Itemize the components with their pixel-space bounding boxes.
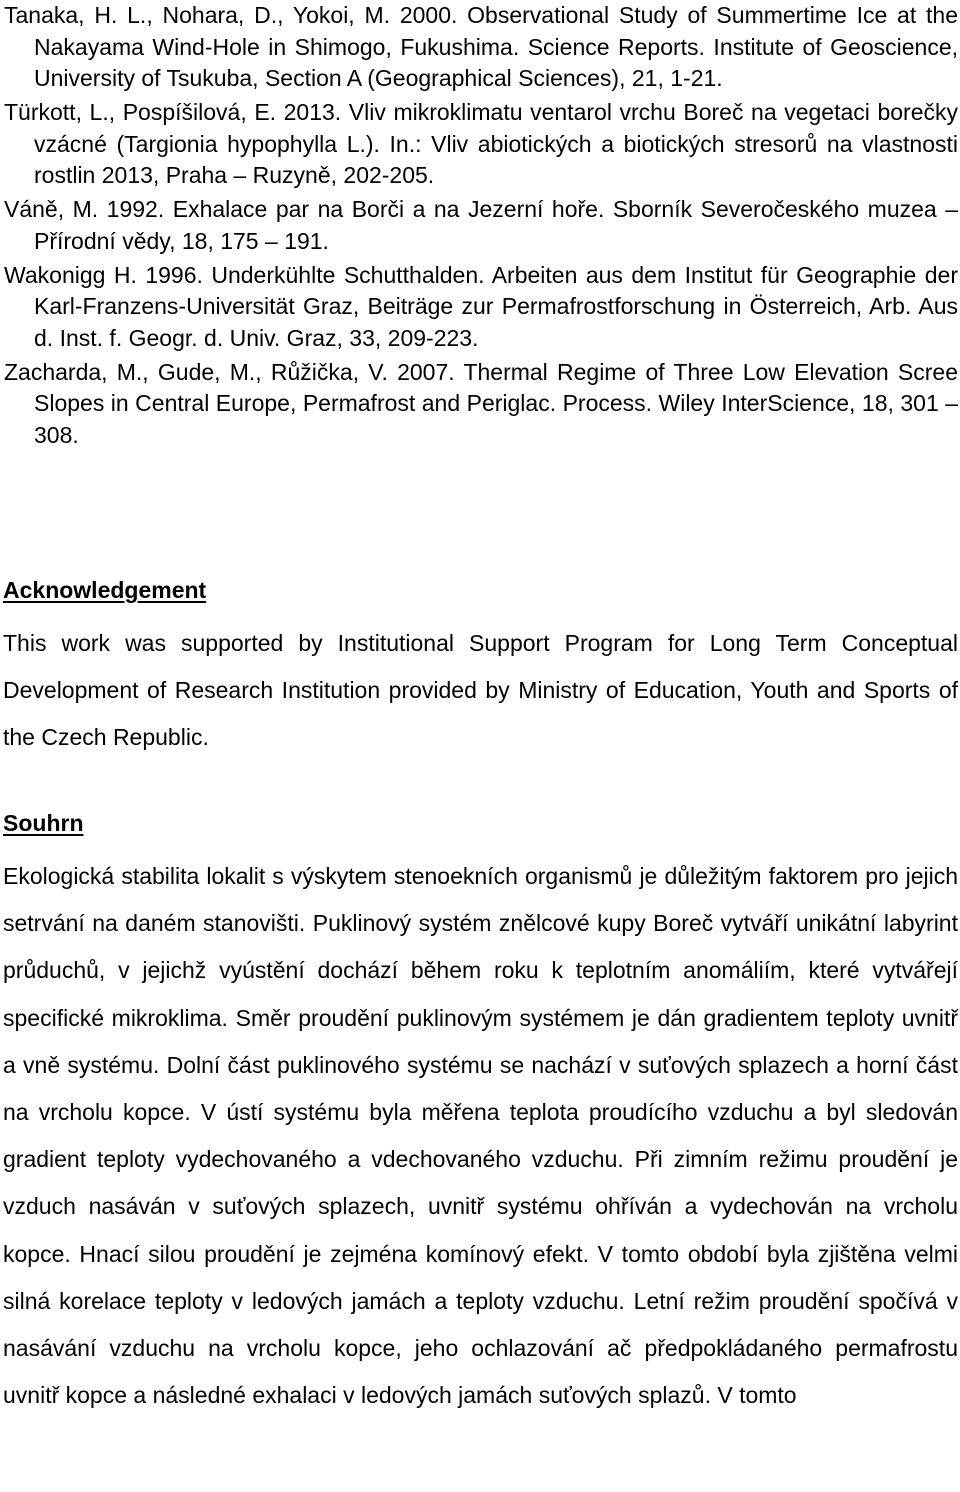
acknowledgement-heading: Acknowledgement	[3, 577, 207, 603]
reference-entry: Váně, M. 1992. Exhalace par na Borči a na Jezerní hoře. Sborník Severočeského muzea – Přírodní vědy, 18, 175 – 191.	[4, 196, 958, 254]
souhrn-text: Ekologická stabilita lokalit s výskytem stenoekních organismů je důležitým faktorem pro jejich setrvání na daném stanovišti. Puklinový systém znělcové kupy Boreč vytváří unikátní labyrint průduchů, v jejichž vyústění dochází během roku k teplotním anomáliím, které vytvářejí specifické mikroklima. Směr proudění puklinovým systémem je dán gradientem teploty uvnitř a vně systému. Dolní část puklinového systému se nachází v suťových splazech a horní část na vrcholu kopce. V ústí systému byla měřena teplota proudícího vzduchu a byl sledován gradient teploty vydechovaného a vdechovaného vzduchu. Při zimním režimu proudění je vzduch nasáván v suťových splazech, uvnitř systému ohříván a vydechován na vrcholu kopce. Hnací silou proudění je zejména komínový efekt. V tomto období byla zjištěna velmi silná korelace teploty v ledových jamách a teploty vzduchu. Letní režim proudění spočívá v nasávání vzduchu na vrcholu kopce, jeho ochlazování ač předpokládaného permafrostu uvnitř kopce a následné exhalaci v ledových jamách suťových splazů. V tomto	[3, 863, 958, 1409]
reference-entry: Wakonigg H. 1996. Underkühlte Schutthalden. Arbeiten aus dem Institut für Geographie der Karl-Franzens-Universität Graz, Beiträge zur Permafrostforschung in Österreich, Arb. Aus d. Inst. f. Geogr. d. Univ. Graz, 33, 209-223.	[4, 261, 958, 351]
reference-entry: Türkott, L., Pospíšilová, E. 2013. Vliv mikroklimatu ventarol vrchu Boreč na vegetaci borečky vzácné (Targionia hypophylla L.). In.: Vliv abiotických a biotických stresorů na vlastnosti rostlin 2013, Praha – Ruzyně, 202-205.	[4, 99, 958, 188]
reference-entry: Zacharda, M., Gude, M., Růžička, V. 2007. Thermal Regime of Three Low Elevation Scree Slopes in Central Europe, Permafrost and Periglac. Process. Wiley InterScience, 18, 301 – 308.	[4, 358, 958, 448]
souhrn-heading: Souhrn	[3, 810, 84, 836]
acknowledgement-text: This work was supported by Institutional Support Program for Long Term Conceptual Development of Research Institution provided by Ministry of Education, Youth and Sports of the Czech Republic.	[3, 630, 958, 750]
reference-entry: Tanaka, H. L., Nohara, D., Yokoi, M. 2000. Observational Study of Summertime Ice at the Nakayama Wind-Hole in Shimogo, Fukushima. Science Reports. Institute of Geoscience, University of Tsukuba, Section A (Geographical Sciences), 21, 1-21.	[4, 2, 958, 91]
reference-list	[4, 0, 958, 454]
